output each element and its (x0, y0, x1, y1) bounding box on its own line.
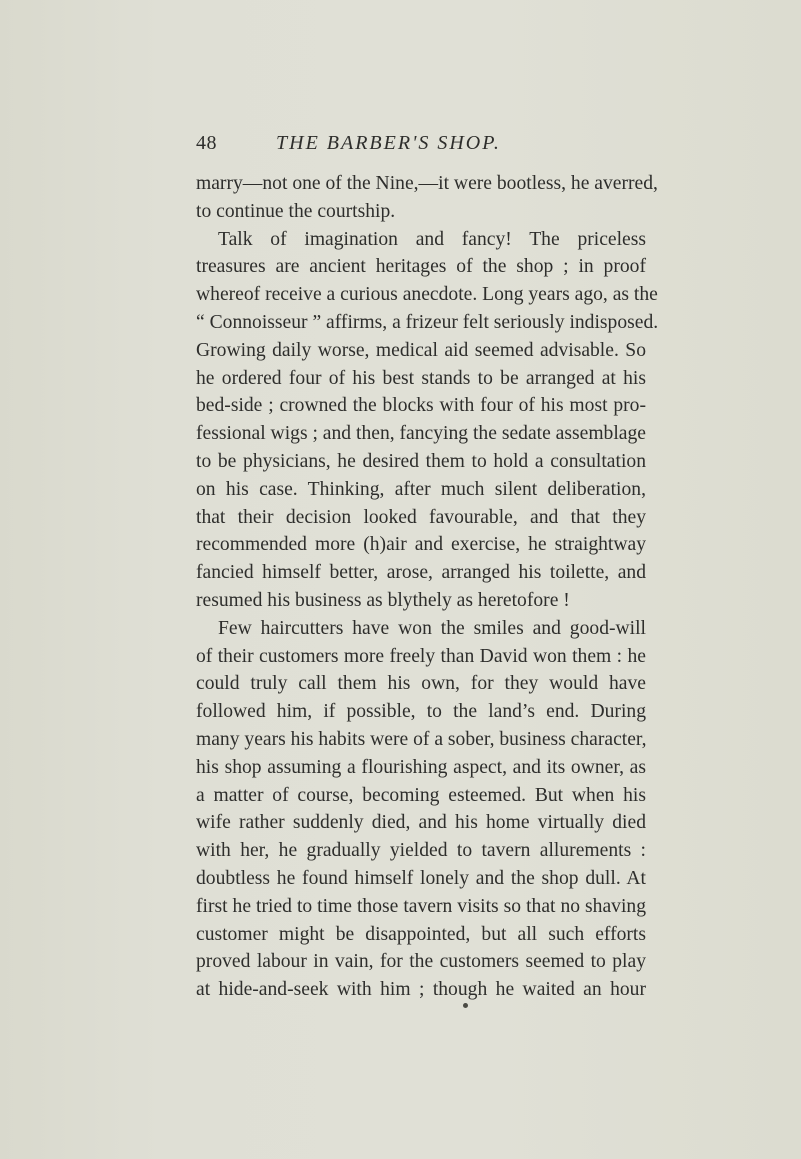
text-line: could truly call them his own, for they would have (196, 673, 646, 695)
text-line: to continue the courtship. (196, 200, 396, 222)
text-line: he ordered four of his best stands to be arranged at his (196, 367, 646, 389)
text-line: on his case. Thinking, after much silent deliberation, (196, 478, 646, 500)
page-header (196, 132, 646, 162)
text-line: that their decision looked favourable, and that they (196, 506, 646, 528)
body-text (196, 170, 659, 1004)
text-line: doubtless he found himself lonely and the shop dull. At (196, 867, 646, 889)
text-line: Talk of imagination and fancy! The priceless (218, 228, 646, 250)
text-line: Few haircutters have won the smiles and good-will (218, 617, 646, 639)
text-line: many years his habits were of a sober, business character, (196, 728, 647, 750)
text-line: recommended more (h)air and exercise, he straightway (196, 534, 646, 556)
text-line: resumed his business as blythely as heretofore ! (196, 589, 570, 611)
text-line: first he tried to time those tavern visits so that no shaving (196, 895, 646, 917)
text-line: Growing daily worse, medical aid seemed advisable. So (196, 339, 646, 361)
text-line: customer might be disappointed, but all such efforts (196, 923, 646, 945)
text-line: treasures are ancient heritages of the shop ; in proof (196, 256, 646, 278)
page-number: 48 (196, 132, 217, 154)
text-line: at hide-and-seek with him ; though he waited an hour (196, 979, 646, 1001)
text-line: followed him, if possible, to the land’s end. During (196, 701, 646, 723)
text-line: fancied himself better, arose, arranged his toilette, and (196, 562, 646, 584)
text-line: marry—not one of the Nine,—it were bootless, he averred, (196, 173, 658, 194)
text-line: with her, he gradually yielded to tavern allurements : (196, 840, 646, 862)
text-line: of their customers more freely than David won them : he (196, 645, 646, 667)
text-line: “ Connoisseur ” affirms, a frizeur felt seriously indisposed. (196, 311, 659, 333)
text-line: to be physicians, he desired them to hold a consultation (196, 450, 646, 472)
text-line: his shop assuming a flourishing aspect, and its owner, as (196, 756, 646, 778)
ink-speck (463, 1003, 468, 1008)
text-line: bed-side ; crowned the blocks with four of his most pro- (196, 395, 646, 417)
text-line: proved labour in vain, for the customers seemed to play (196, 951, 646, 973)
text-line: a matter of course, becoming esteemed. But when his (196, 784, 646, 806)
text-line: wife rather suddenly died, and his home virtually died (196, 812, 646, 834)
text-line: fessional wigs ; and then, fancying the sedate assemblage (196, 423, 646, 445)
running-title: THE BARBER'S SHOP. (276, 132, 501, 154)
text-line: whereof receive a curious anecdote. Long years ago, as the (196, 284, 658, 306)
